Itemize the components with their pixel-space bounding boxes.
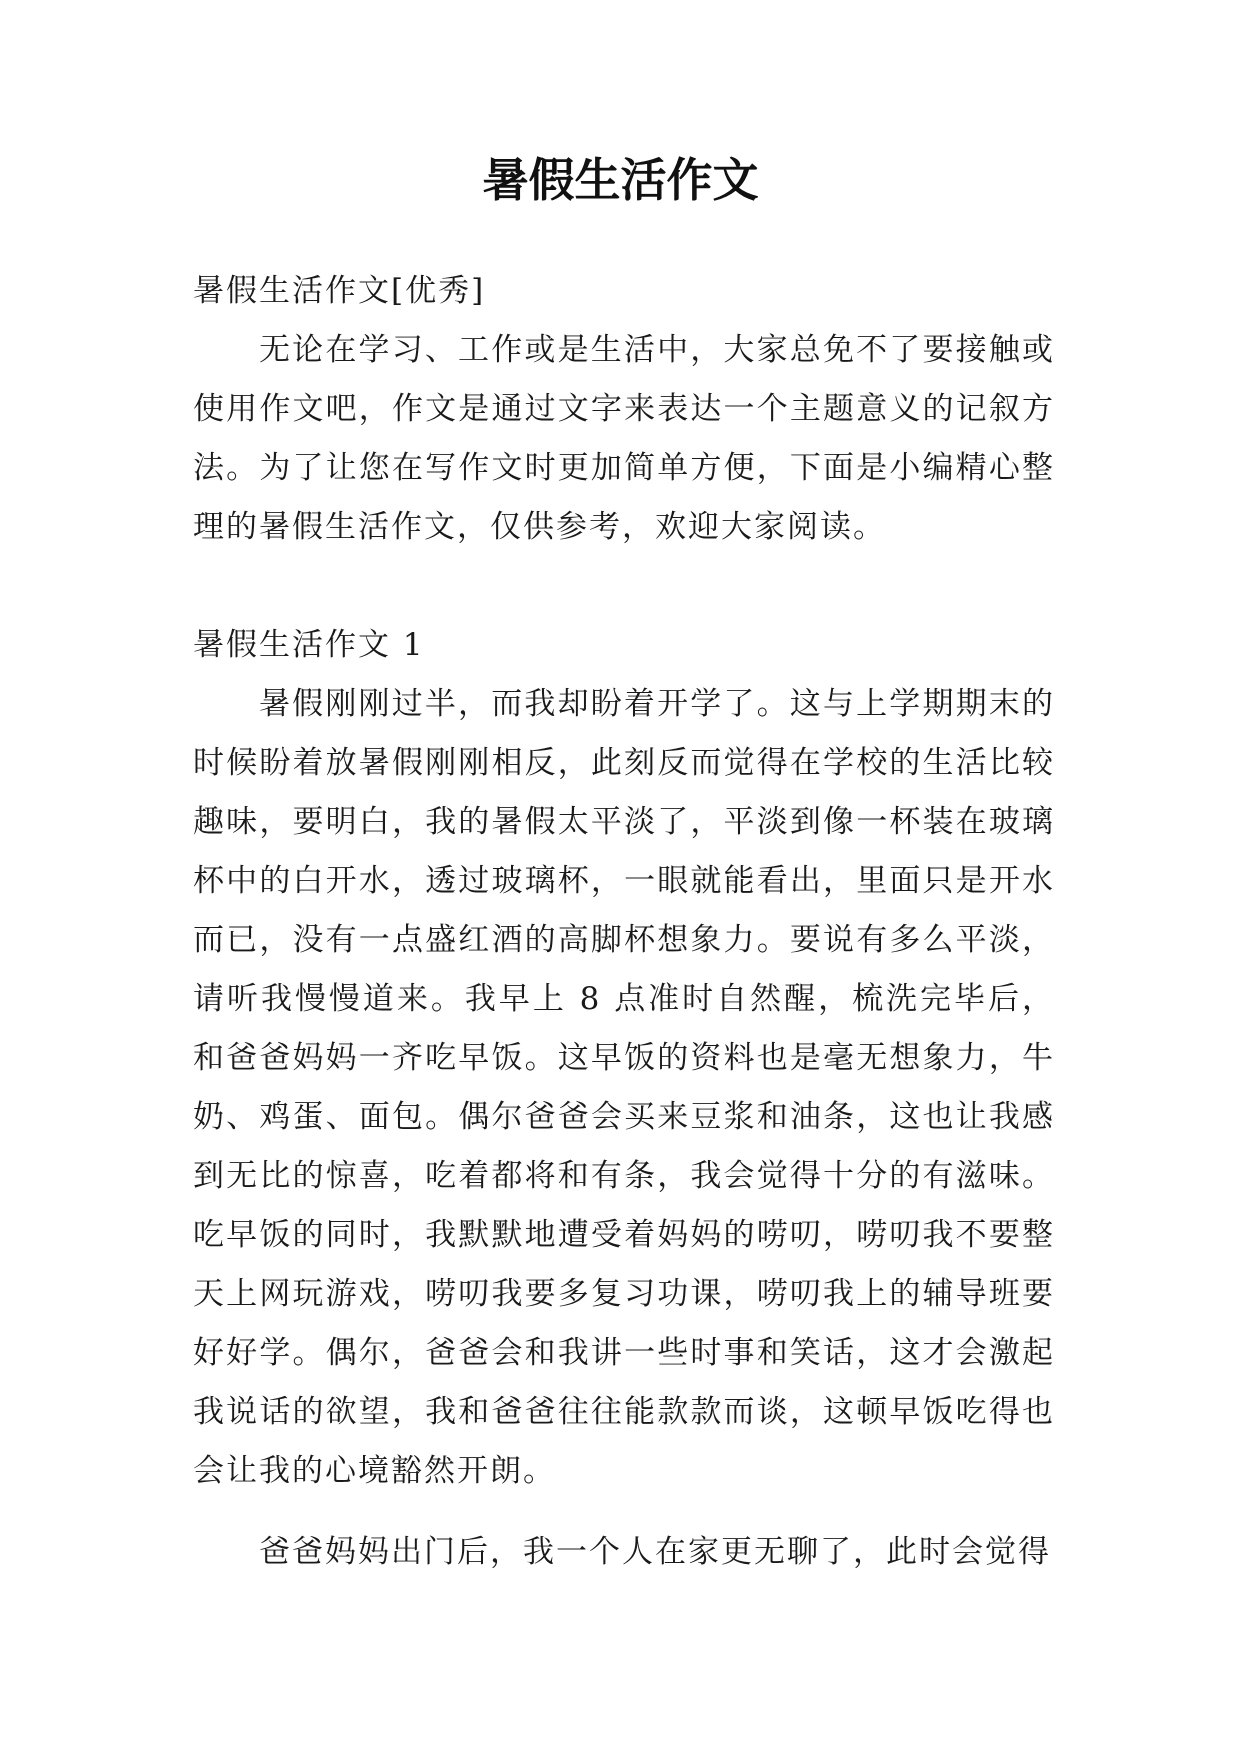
- document-title: 暑假生活作文: [482, 153, 759, 207]
- section-paragraph: 暑假刚刚过半，而我却盼着开学了。这与上学期期末的时候盼着放暑假刚刚相反，此刻反而觉得在学校的生活比较趣味，要明白，我的暑假太平淡了，平淡到像一杯装在玻璃杯中的白开水，透过玻璃杯，一眼就能看出，里面只是开水而已，没有一点盛红酒的高脚杯想象力。要说有多么平淡，请听我慢慢道来。我早上 8 点准时自然醒，梳洗完毕后，和爸爸妈妈一齐吃早饭。这早饭的资料也是毫无想象力，牛奶、鸡蛋、面包。偶尔爸爸会买来豆浆和油条，这也让我感到无比的惊喜，吃着都将和有条，我会觉得十分的有滋味。吃早饭的同时，我默默地遭受着妈妈的唠叨，唠叨我不要整天上网玩游戏，唠叨我要多复习功课，唠叨我上的辅导班要好好学。偶尔，爸爸会和我讲一些时事和笑话，这才会激起我说话的欲望，我和爸爸往往能款款而谈，这顿早饭吃得也会让我的心境豁然开朗。: [193, 686, 1055, 1489]
- section-heading: 暑假生活作文 1: [193, 627, 425, 663]
- section-spacer: [193, 557, 1055, 616]
- document-body: [193, 262, 1055, 1582]
- section-paragraph: 爸爸妈妈出门后，我一个人在家更无聊了，此时会觉得: [259, 1534, 1051, 1570]
- paragraph-spacer: [193, 1501, 1055, 1523]
- intro-paragraph: 无论在学习、工作或是生活中，大家总免不了要接触或使用作文吧，作文是通过文字来表达一个主题意义的记叙方法。为了让您在写作文时更加简单方便，下面是小编精心整理的暑假生活作文，仅供参考，欢迎大家阅读。: [193, 332, 1055, 545]
- intro-heading: 暑假生活作文[优秀]: [193, 273, 486, 309]
